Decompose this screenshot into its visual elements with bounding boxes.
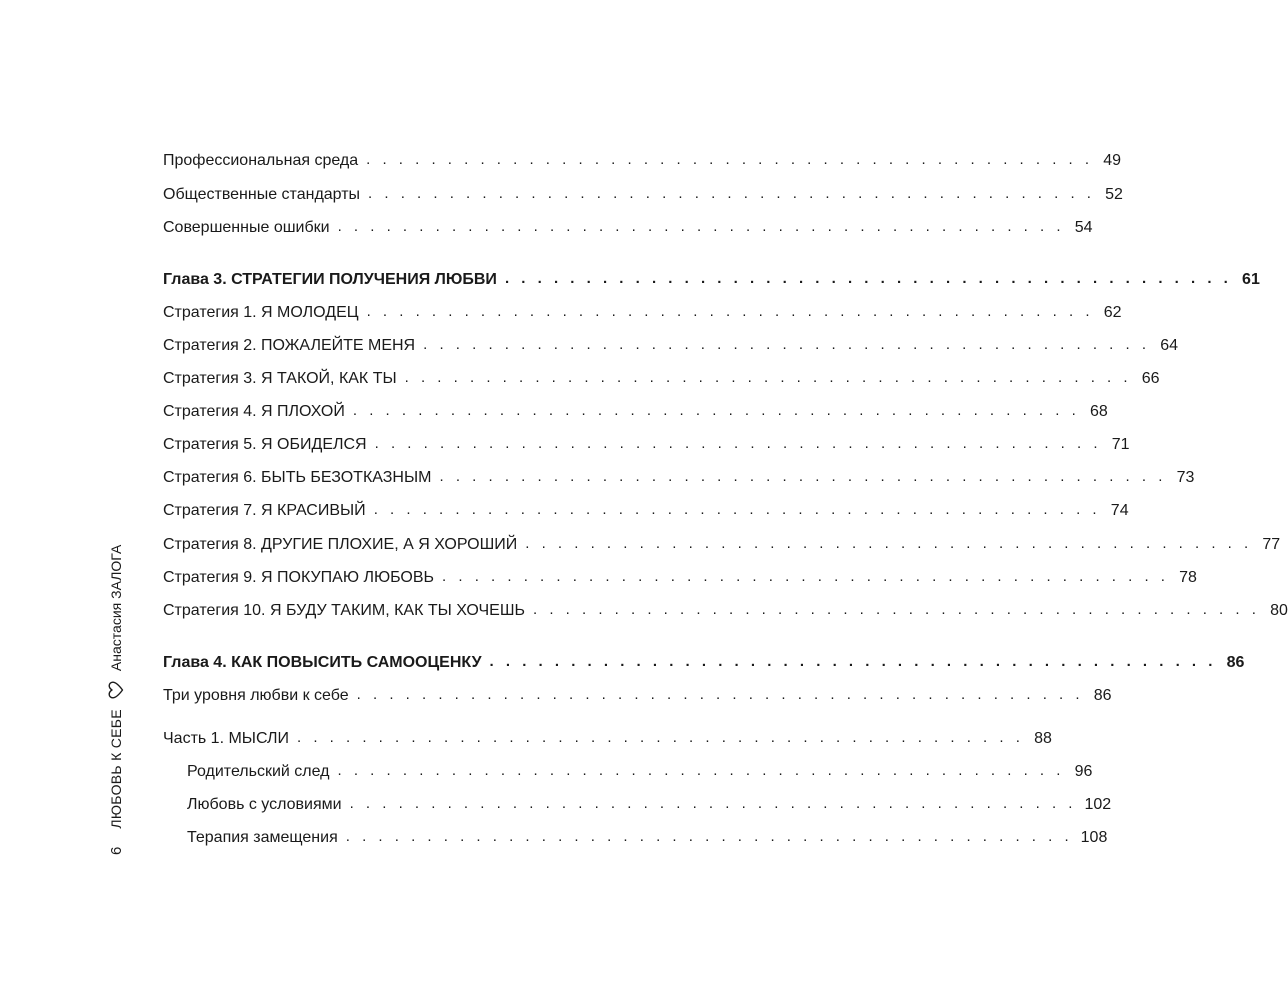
dot-leader: . . . . . . . . . . . . . . . . . . . . . . . . . . . . . . . . . . . . . . . . . . . . . bbox=[489, 653, 1217, 670]
toc-entry-page: 86 bbox=[1093, 687, 1112, 704]
toc-entry-page: 52 bbox=[1105, 186, 1123, 203]
toc-entry[interactable] bbox=[163, 498, 1129, 524]
dot-leader: . . . . . . . . . . . . . . . . . . . . . . . . . . . . . . . . . . . . . . . . . . . . . bbox=[356, 686, 1084, 703]
toc-entry-page: 74 bbox=[1110, 502, 1129, 519]
dot-leader: . . . . . . . . . . . . . . . . . . . . . . . . . . . . . . . . . . . . . . . . . . . . . bbox=[296, 729, 1024, 746]
dot-leader: . . . . . . . . . . . . . . . . . . . . . . . . . . . . . . . . . . . . . . . . . . . . . bbox=[337, 218, 1065, 235]
toc-entry-page: 66 bbox=[1141, 370, 1160, 387]
toc-entry-page: 49 bbox=[1103, 152, 1122, 169]
toc-entry[interactable] bbox=[163, 215, 1093, 241]
toc-entry-title: Три уровня любви к себе bbox=[163, 687, 349, 704]
toc-entry-page: 62 bbox=[1103, 304, 1122, 321]
book-title: ЛЮБОВЬ К СЕБЕ bbox=[108, 709, 124, 829]
toc-entry[interactable] bbox=[163, 465, 1195, 491]
toc-entry-page: 80 bbox=[1270, 602, 1288, 619]
dot-leader: . . . . . . . . . . . . . . . . . . . . . . . . . . . . . . . . . . . . . . . . . . . . . bbox=[352, 402, 1080, 419]
toc-entry-page: 77 bbox=[1262, 536, 1281, 553]
toc-subentry[interactable] bbox=[187, 759, 1093, 785]
toc-entry-page: 108 bbox=[1080, 829, 1108, 846]
toc-entry-page: 61 bbox=[1242, 271, 1260, 288]
toc-entry-title: Стратегия 3. Я ТАКОЙ, КАК ТЫ bbox=[163, 370, 397, 387]
toc-entry-title: Стратегия 8. ДРУГИЕ ПЛОХИЕ, А Я ХОРОШИЙ bbox=[163, 536, 518, 553]
toc-entry-title: Глава 3. СТРАТЕГИИ ПОЛУЧЕНИЯ ЛЮБВИ bbox=[163, 271, 497, 288]
toc-chapter-heading[interactable] bbox=[163, 650, 1245, 676]
toc-entry-page: 102 bbox=[1084, 796, 1112, 813]
heart-icon bbox=[108, 681, 124, 699]
toc-entry-page: 88 bbox=[1034, 730, 1052, 747]
toc-entry[interactable] bbox=[163, 148, 1122, 174]
toc-entry[interactable] bbox=[163, 366, 1160, 392]
toc-entry-title: Стратегия 9. Я ПОКУПАЮ ЛЮБОВЬ bbox=[163, 569, 435, 586]
dot-leader: . . . . . . . . . . . . . . . . . . . . . . . . . . . . . . . . . . . . . . . . . . . . . bbox=[532, 601, 1260, 618]
dot-leader: . . . . . . . . . . . . . . . . . . . . . . . . . . . . . . . . . . . . . . . . . . . . . bbox=[337, 762, 1065, 779]
toc-entry-title: Общественные стандарты bbox=[163, 186, 361, 203]
running-head bbox=[101, 515, 131, 855]
dot-leader: . . . . . . . . . . . . . . . . . . . . . . . . . . . . . . . . . . . . . . . . . . . . . bbox=[374, 435, 1102, 452]
dot-leader: . . . . . . . . . . . . . . . . . . . . . . . . . . . . . . . . . . . . . . . . . . . . . bbox=[349, 795, 1077, 812]
dot-leader: . . . . . . . . . . . . . . . . . . . . . . . . . . . . . . . . . . . . . . . . . . . . . bbox=[368, 185, 1095, 202]
toc-entry-title: Глава 4. КАК ПОВЫСИТЬ САМООЦЕНКУ bbox=[163, 654, 482, 671]
author-name: Анастасия ЗАЛОГА bbox=[108, 544, 124, 672]
toc-entry-page: 86 bbox=[1226, 654, 1245, 671]
toc-entry-title: Совершенные ошибки bbox=[163, 219, 330, 236]
toc-entry[interactable] bbox=[163, 683, 1112, 709]
toc-entry[interactable] bbox=[163, 598, 1288, 624]
toc-entry-title: Стратегия 1. Я МОЛОДЕЦ bbox=[163, 304, 359, 321]
toc-entry-page: 64 bbox=[1160, 337, 1179, 354]
toc-entry-title: Родительский след bbox=[187, 763, 330, 780]
dot-leader: . . . . . . . . . . . . . . . . . . . . . . . . . . . . . . . . . . . . . . . . . . . . . bbox=[366, 151, 1094, 168]
toc-entry-title: Стратегия 7. Я КРАСИВЫЙ bbox=[163, 502, 366, 519]
toc-entry[interactable] bbox=[163, 565, 1197, 591]
toc-entry[interactable] bbox=[163, 432, 1130, 458]
dot-leader: . . . . . . . . . . . . . . . . . . . . . . . . . . . . . . . . . . . . . . . . . . . . . bbox=[373, 501, 1101, 518]
dot-leader: . . . . . . . . . . . . . . . . . . . . . . . . . . . . . . . . . . . . . . . . . . . . . bbox=[504, 270, 1232, 287]
dot-leader: . . . . . . . . . . . . . . . . . . . . . . . . . . . . . . . . . . . . . . . . . . . . . bbox=[439, 468, 1167, 485]
toc-entry[interactable] bbox=[163, 399, 1108, 425]
toc-entry-page: 68 bbox=[1089, 403, 1108, 420]
toc-entry-page: 54 bbox=[1074, 219, 1093, 236]
toc-subentry[interactable] bbox=[187, 825, 1108, 851]
toc-entry-title: Стратегия 4. Я ПЛОХОЙ bbox=[163, 403, 345, 420]
toc-entry[interactable] bbox=[163, 182, 1123, 208]
toc-entry[interactable] bbox=[163, 333, 1179, 359]
toc-entry-page: 71 bbox=[1111, 436, 1130, 453]
toc-entry-page: 78 bbox=[1179, 569, 1197, 586]
dot-leader: . . . . . . . . . . . . . . . . . . . . . . . . . . . . . . . . . . . . . . . . . . . . . bbox=[442, 568, 1169, 585]
toc-chapter-heading[interactable] bbox=[163, 267, 1260, 293]
toc-entry-title: Любовь с условиями bbox=[187, 796, 342, 813]
dot-leader: . . . . . . . . . . . . . . . . . . . . . . . . . . . . . . . . . . . . . . . . . . . . . bbox=[366, 303, 1094, 320]
toc-entry-title: Стратегия 6. БЫТЬ БЕЗОТКАЗНЫМ bbox=[163, 469, 432, 486]
toc-entry-title: Часть 1. МЫСЛИ bbox=[163, 730, 289, 747]
toc-subentry[interactable] bbox=[187, 792, 1112, 818]
toc-entry-title: Терапия замещения bbox=[187, 829, 338, 846]
dot-leader: . . . . . . . . . . . . . . . . . . . . . . . . . . . . . . . . . . . . . . . . . . . . . bbox=[345, 828, 1073, 845]
dot-leader: . . . . . . . . . . . . . . . . . . . . . . . . . . . . . . . . . . . . . . . . . . . . . bbox=[404, 369, 1132, 386]
toc-entry-title: Стратегия 2. ПОЖАЛЕЙТЕ МЕНЯ bbox=[163, 337, 416, 354]
page-number: 6 bbox=[107, 846, 125, 855]
toc-entry-title: Стратегия 5. Я ОБИДЕЛСЯ bbox=[163, 436, 367, 453]
toc-entry-title: Стратегия 10. Я БУДУ ТАКИМ, КАК ТЫ ХОЧЕШЬ bbox=[163, 602, 525, 619]
toc-entry-page: 96 bbox=[1074, 763, 1093, 780]
toc-entry-title: Профессиональная среда bbox=[163, 152, 359, 169]
toc-entry[interactable] bbox=[163, 726, 1052, 752]
toc-entry[interactable] bbox=[163, 300, 1122, 326]
dot-leader: . . . . . . . . . . . . . . . . . . . . . . . . . . . . . . . . . . . . . . . . . . . . . bbox=[423, 336, 1151, 353]
toc-entry[interactable] bbox=[163, 532, 1281, 558]
toc-entry-page: 73 bbox=[1176, 469, 1195, 486]
dot-leader: . . . . . . . . . . . . . . . . . . . . . . . . . . . . . . . . . . . . . . . . . . . . . bbox=[525, 535, 1253, 552]
